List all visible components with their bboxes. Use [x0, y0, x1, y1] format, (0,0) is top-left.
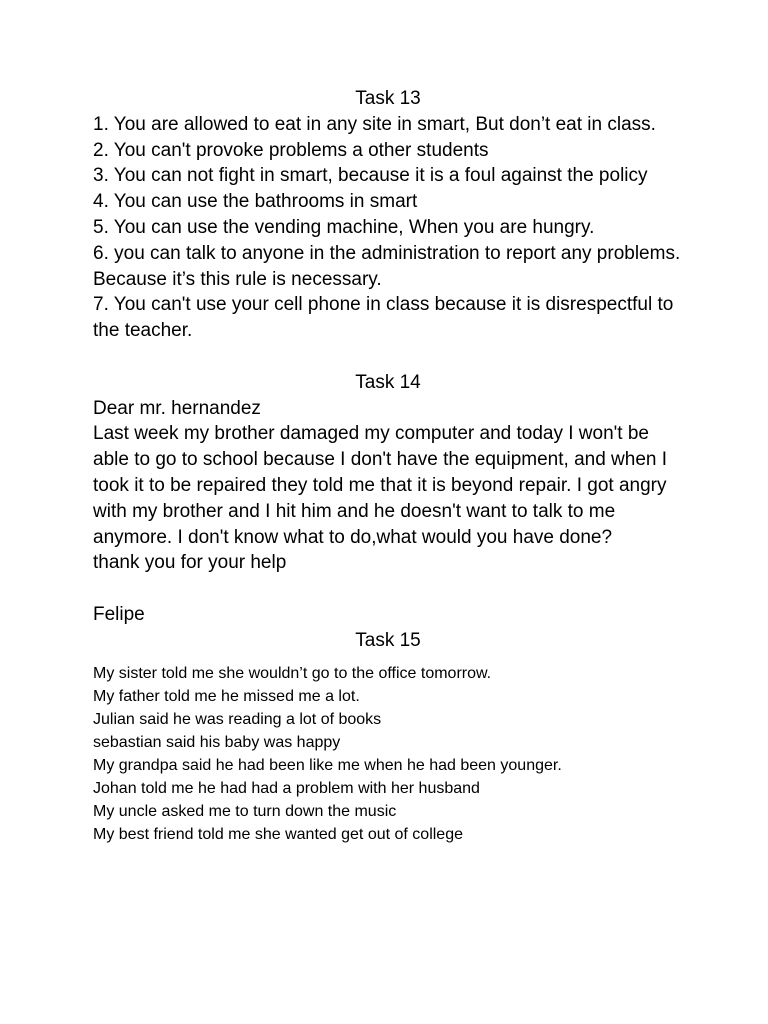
letter-greeting: Dear mr. hernandez — [93, 397, 261, 419]
reported-speech-line: Julian said he was reading a lot of books — [93, 710, 382, 728]
reported-speech-line: My best friend told me she wanted get out of college — [93, 825, 463, 843]
task-13-rule-1: 1. You are allowed to eat in any site in smart, But don’t eat in class. — [93, 113, 656, 135]
reported-speech-line: My sister told me she wouldn’t go to the office tomorrow. — [93, 664, 492, 682]
task-13-rule-5: 5. You can use the vending machine, When you are hungry. — [93, 216, 595, 238]
task-15-heading: Task 15 — [355, 629, 421, 651]
reported-speech-line: My grandpa said he had been like me when he had been younger. — [93, 756, 562, 774]
task-13-rule-2: 2. You can't provoke problems a other students — [93, 139, 489, 161]
document-page — [93, 86, 683, 846]
task-14-heading: Task 14 — [355, 371, 421, 393]
letter-signature: Felipe — [93, 603, 145, 625]
reported-speech-line: My father told me he missed me a lot. — [93, 687, 360, 705]
spacer — [93, 654, 683, 662]
spacer — [93, 344, 683, 370]
task-14-section — [93, 370, 683, 628]
letter-body: Last week my brother damaged my computer and today I won't be able to go to school because I don't have the equipment, and when I took it to be repaired they told me that it is beyond repair. I got angry with my brother and I hit him and he doesn't want to talk to me anymore. I don't know what to do,what would you have done? — [93, 423, 668, 548]
task-13-rule-7: 7. You can't use your cell phone in class because it is disrespectful to the teacher. — [93, 294, 674, 342]
task-13-heading: Task 13 — [355, 88, 421, 109]
task-13-rule-3: 3. You can not fight in smart, because it is a foul against the policy — [93, 165, 648, 187]
reported-speech-line: sebastian said his baby was happy — [93, 733, 341, 751]
task-13-section — [93, 86, 683, 344]
reported-speech-line: Johan told me he had had a problem with her husband — [93, 779, 480, 797]
task-13-rule-6: 6. you can talk to anyone in the administration to report any problems. Because it’s this rule is necessary. — [93, 242, 681, 290]
spacer — [93, 576, 683, 602]
reported-speech-line: My uncle asked me to turn down the music — [93, 802, 397, 820]
task-13-rule-4: 4. You can use the bathrooms in smart — [93, 191, 418, 213]
task-15-section — [93, 628, 683, 846]
letter-closing: thank you for your help — [93, 552, 287, 574]
